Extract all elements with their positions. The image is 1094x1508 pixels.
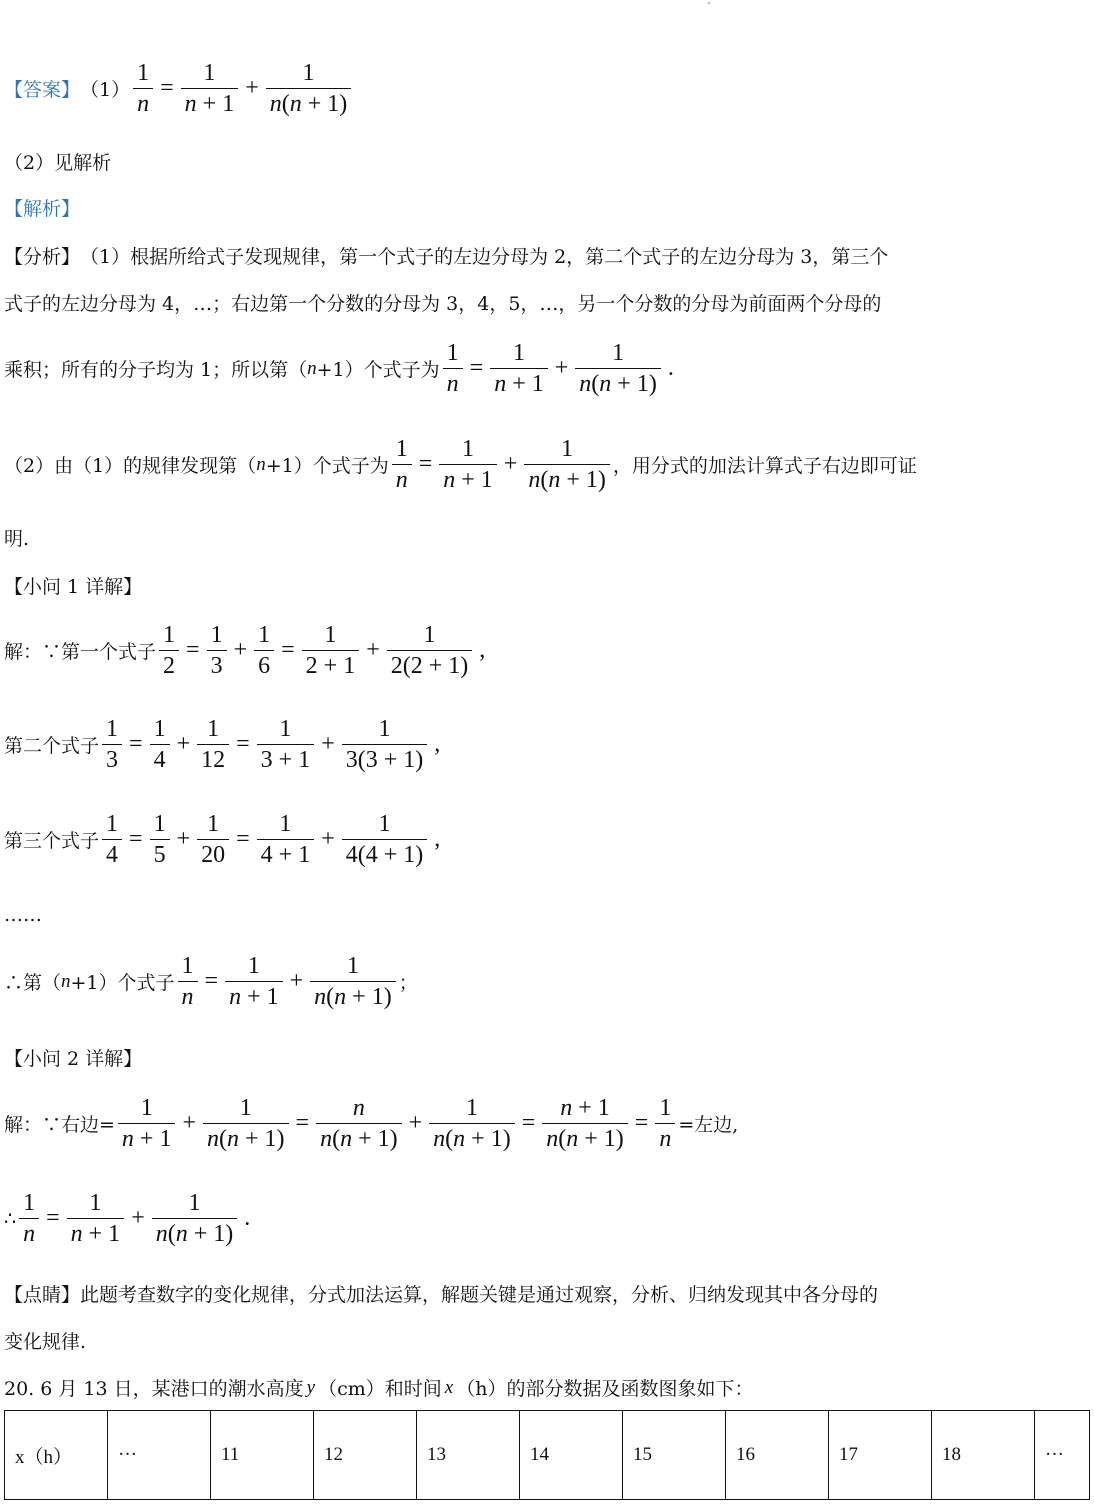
q1-row3-prefix: 第三个式子	[4, 830, 100, 852]
fraction: $\frac{1}{n}$	[133, 58, 153, 119]
dianjing-text1: 此题考查数字的变化规律，分式加法运算，解题关键是通过观察，分析、归纳发现其中各分母的	[80, 1284, 879, 1306]
dianjing-label: 【点睛】	[4, 1284, 81, 1306]
answer-part1-prefix: （1）	[80, 79, 131, 101]
fenxi-n: n	[307, 357, 317, 379]
q1-conclusion-suffix: +1）个式子	[70, 972, 175, 994]
fenxi-line4-prefix: （2）由（1）的规律发现第（	[4, 455, 257, 477]
analysis-label: 【解析】	[4, 198, 81, 220]
q1-ellipsis: ……	[4, 904, 42, 926]
table-cell: 13	[417, 1411, 520, 1500]
problem20-unit-cm: （cm）	[318, 1378, 385, 1400]
q2-row1-end: =左边,	[678, 1114, 739, 1136]
q2-therefore-symbol: ∴	[4, 1207, 17, 1230]
table-cell: ···	[108, 1411, 211, 1500]
problem20-y: y	[306, 1376, 316, 1398]
fenxi-line1	[4, 242, 888, 269]
dianjing-line2: 变化规律.	[4, 1331, 87, 1353]
q2-row1-prefix: 解：∵右边=	[4, 1114, 115, 1136]
dianjing-line1	[4, 1280, 878, 1307]
table-cell: 15	[623, 1411, 726, 1500]
q2-heading: 【小问 2 详解】	[4, 1048, 143, 1070]
scan-dot	[708, 2, 710, 4]
problem20-stem-mid: 和时间	[384, 1378, 442, 1400]
table-cell: 12	[314, 1411, 417, 1500]
fenxi-line4-after: ，用分式的加法计算式子右边即可证	[612, 455, 917, 477]
q1-heading: 【小问 1 详解】	[4, 576, 143, 598]
problem20-stem	[4, 1374, 753, 1401]
table-cell: 17	[829, 1411, 932, 1500]
fraction: $\frac{1}{n}$	[443, 338, 463, 399]
problem20-stem-prefix: 20. 6 月 13 日，某港口的潮水高度	[4, 1378, 304, 1400]
fraction: $\frac{1}{n(n + 1)}$	[575, 338, 661, 399]
problem20-unit-h: （h）	[456, 1378, 507, 1400]
data-table	[4, 1410, 1090, 1500]
q2-therefore: ∴ $\frac{1}{n}$ = $\frac{1}{n + 1}$ + $\frac{1}{n(n + 1)}$ .	[4, 1190, 251, 1247]
q1-conclusion: ∴第（ n +1）个式子 $\frac{1}{n}$ = $\frac{1}{n + 1}$ + $\frac{1}{n(n + 1)}$ ；	[4, 953, 418, 1010]
fenxi-line3: 乘积；所有的分子均为 1；所以第（ n +1）个式子为 $\frac{1}{n}$ = $\frac{1}{n + 1}$ + $\frac{1}{n(n + 1)}$ .	[4, 340, 674, 397]
fenxi-line3-prefix: 乘积；所有的分子均为 1；所以第（	[4, 359, 308, 381]
answer-part2: （2）见解析	[4, 152, 112, 174]
fenxi-text1: （1）根据所给式子发现规律，第一个式子的左边分母为 2，第二个式子的左边分母为 3，第三个	[80, 246, 889, 268]
fraction: $\frac{1}{n + 1}$	[439, 434, 497, 495]
fenxi-label: 【分析】	[4, 246, 81, 268]
q2-row1: 解：∵右边= $\frac{1}{n + 1}$ + $\frac{1}{n(n + 1)}$ = $\frac{n}{n(n + 1)}$ + $\frac{1}{n(n + 1)}$ = $\frac{n + 1}{n(n + 1)}$ = $\frac{1}{n}$ =左边,	[4, 1095, 739, 1152]
fenxi-line2: 式子的左边分母为 4，…；右边第一个分数的分母为 3，4，5，…，另一个分数的分母为前面两个分母的	[4, 293, 882, 315]
table-row	[5, 1411, 1090, 1500]
table-cell: 16	[726, 1411, 829, 1500]
q1-row2-prefix: 第二个式子	[4, 735, 100, 757]
q1-row2: 第二个式子 $\frac{1}{3}$ = $\frac{1}{4}$ + $\frac{1}{12}$ = $\frac{1}{3 + 1}$ + $\frac{1}{3(3 + 1)}$ ,	[4, 716, 441, 773]
table-cell: 11	[211, 1411, 314, 1500]
fraction: $\frac{1}{n(n + 1)}$	[266, 58, 352, 119]
answer-label: 【答案】	[4, 79, 81, 101]
fenxi-line3-suffix: +1）个式子为	[316, 359, 440, 381]
q1-conclusion-end: ；	[398, 972, 418, 994]
table-cell: ···	[1035, 1411, 1090, 1500]
problem20-x: x	[444, 1376, 454, 1398]
table-cell: 14	[520, 1411, 623, 1500]
q1-row1: 解：∵第一个式子 $\frac{1}{2}$ = $\frac{1}{3}$ + $\frac{1}{6}$ = $\frac{1}{2 + 1}$ + $\frac{1}{2(2 + 1)}$ ,	[4, 622, 486, 679]
q1-row1-prefix: 解：∵第一个式子	[4, 641, 157, 663]
fenxi-line4-suffix: +1）个式子为	[265, 455, 389, 477]
table-header-cell: x（h）	[5, 1411, 108, 1500]
fraction: $\frac{1}{n(n + 1)}$	[524, 434, 610, 495]
q1-conclusion-prefix: ∴第（	[4, 972, 62, 994]
fenxi-line5: 明.	[4, 528, 30, 550]
fraction: $\frac{1}{n + 1}$	[490, 338, 548, 399]
problem20-stem-end: 的部分数据及函数图象如下：	[506, 1378, 754, 1400]
fraction: $\frac{1}{n}$	[392, 434, 412, 495]
fraction: $\frac{1}{n + 1}$	[181, 58, 239, 119]
answer-line: 【答案】 （1） $\frac{1}{n}$ = $\frac{1}{n + 1}$ + $\frac{1}{n(n + 1)}$	[4, 58, 354, 119]
fenxi-line4: （2）由（1）的规律发现第（ n +1）个式子为 $\frac{1}{n}$ = $\frac{1}{n + 1}$ + $\frac{1}{n(n + 1)}$ ，用分式的加法计算式子右边即可证	[4, 436, 917, 493]
q1-row3: 第三个式子 $\frac{1}{4}$ = $\frac{1}{5}$ + $\frac{1}{20}$ = $\frac{1}{4 + 1}$ + $\frac{1}{4(4 + 1)}$ ,	[4, 811, 441, 868]
table-cell: 18	[932, 1411, 1035, 1500]
